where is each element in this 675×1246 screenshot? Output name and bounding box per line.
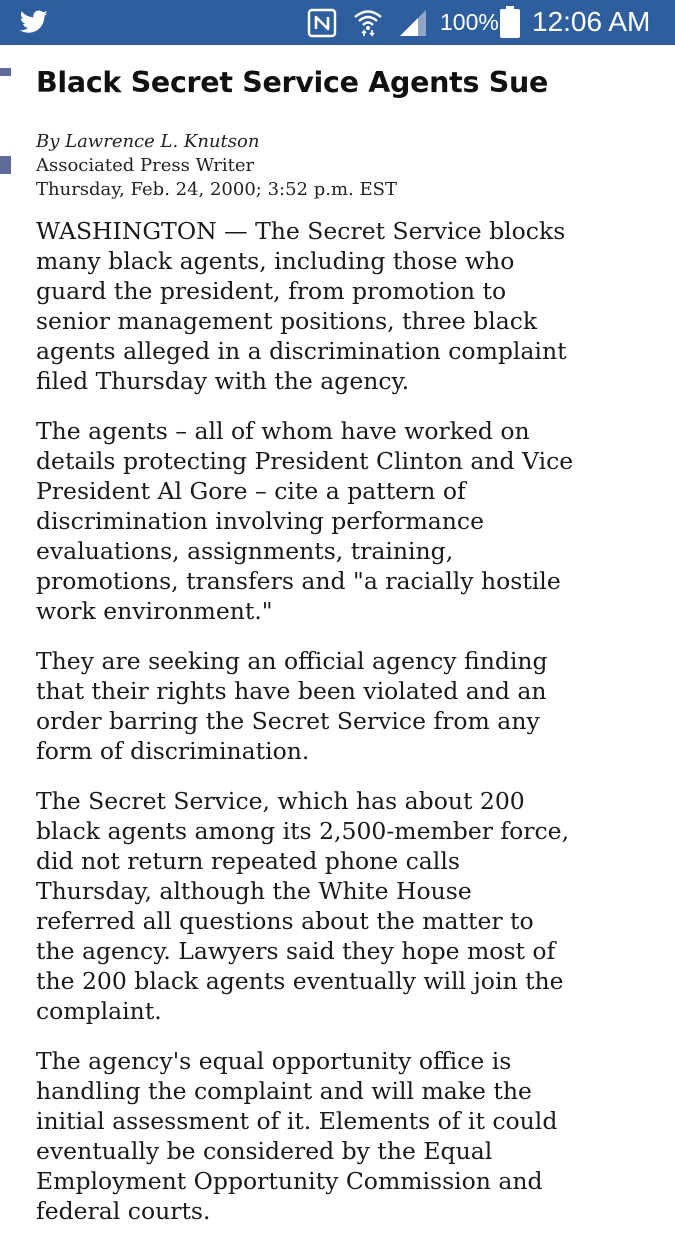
byline-dateline: Thursday, Feb. 24, 2000; 3:52 p.m. EST <box>36 179 397 200</box>
article-paragraph: They are seeking an official agency finding that their rights have been violated and an order barring the Secret Service from any form of discrimination. <box>36 647 548 765</box>
battery-full-icon <box>499 6 521 38</box>
article-paragraph: The Secret Service, which has about 200 black agents among its 2,500-member force, did not return repeated phone calls Thursday, although the White House referred all questions about the matter to the agency. Lawyers said they hope most of the 200 black agents eventually will join the complaint. <box>36 787 570 1025</box>
article-body <box>36 216 636 1226</box>
clock: 12:06 AM <box>532 6 651 37</box>
edge-marker-bottom <box>0 156 11 174</box>
article-paragraph: The agency's equal opportunity office is handling the complaint and will make the initial assessment of it. Elements of it could eventually be considered by the Equal Employment Opportunity Commission and federal courts. <box>36 1047 558 1225</box>
battery-percent: 100% <box>440 9 499 35</box>
article-paragraph: WASHINGTON — The Secret Service blocks many black agents, including those who guard the president, from promotion to senior management positions, three black agents alleged in a discrimination complaint filed Thursday with the agency. <box>36 217 567 395</box>
article <box>36 56 636 1246</box>
byline <box>36 130 636 202</box>
article-headline: Black Secret Service Agents Sue <box>36 66 549 99</box>
status-bar <box>0 0 675 45</box>
cell-signal-icon <box>398 8 428 38</box>
nfc-icon <box>307 8 337 38</box>
byline-role: Associated Press Writer <box>36 155 255 176</box>
twitter-icon <box>20 10 48 34</box>
article-paragraph: The agents – all of whom have worked on details protecting President Clinton and Vice President Al Gore – cite a pattern of discrimination involving performance evaluations, assignments, training, promotions, transfers and "a racially hostile work environment." <box>36 417 574 625</box>
edge-marker-top <box>0 68 11 76</box>
byline-author: By Lawrence L. Knutson <box>36 131 260 152</box>
wifi-icon <box>352 6 384 38</box>
